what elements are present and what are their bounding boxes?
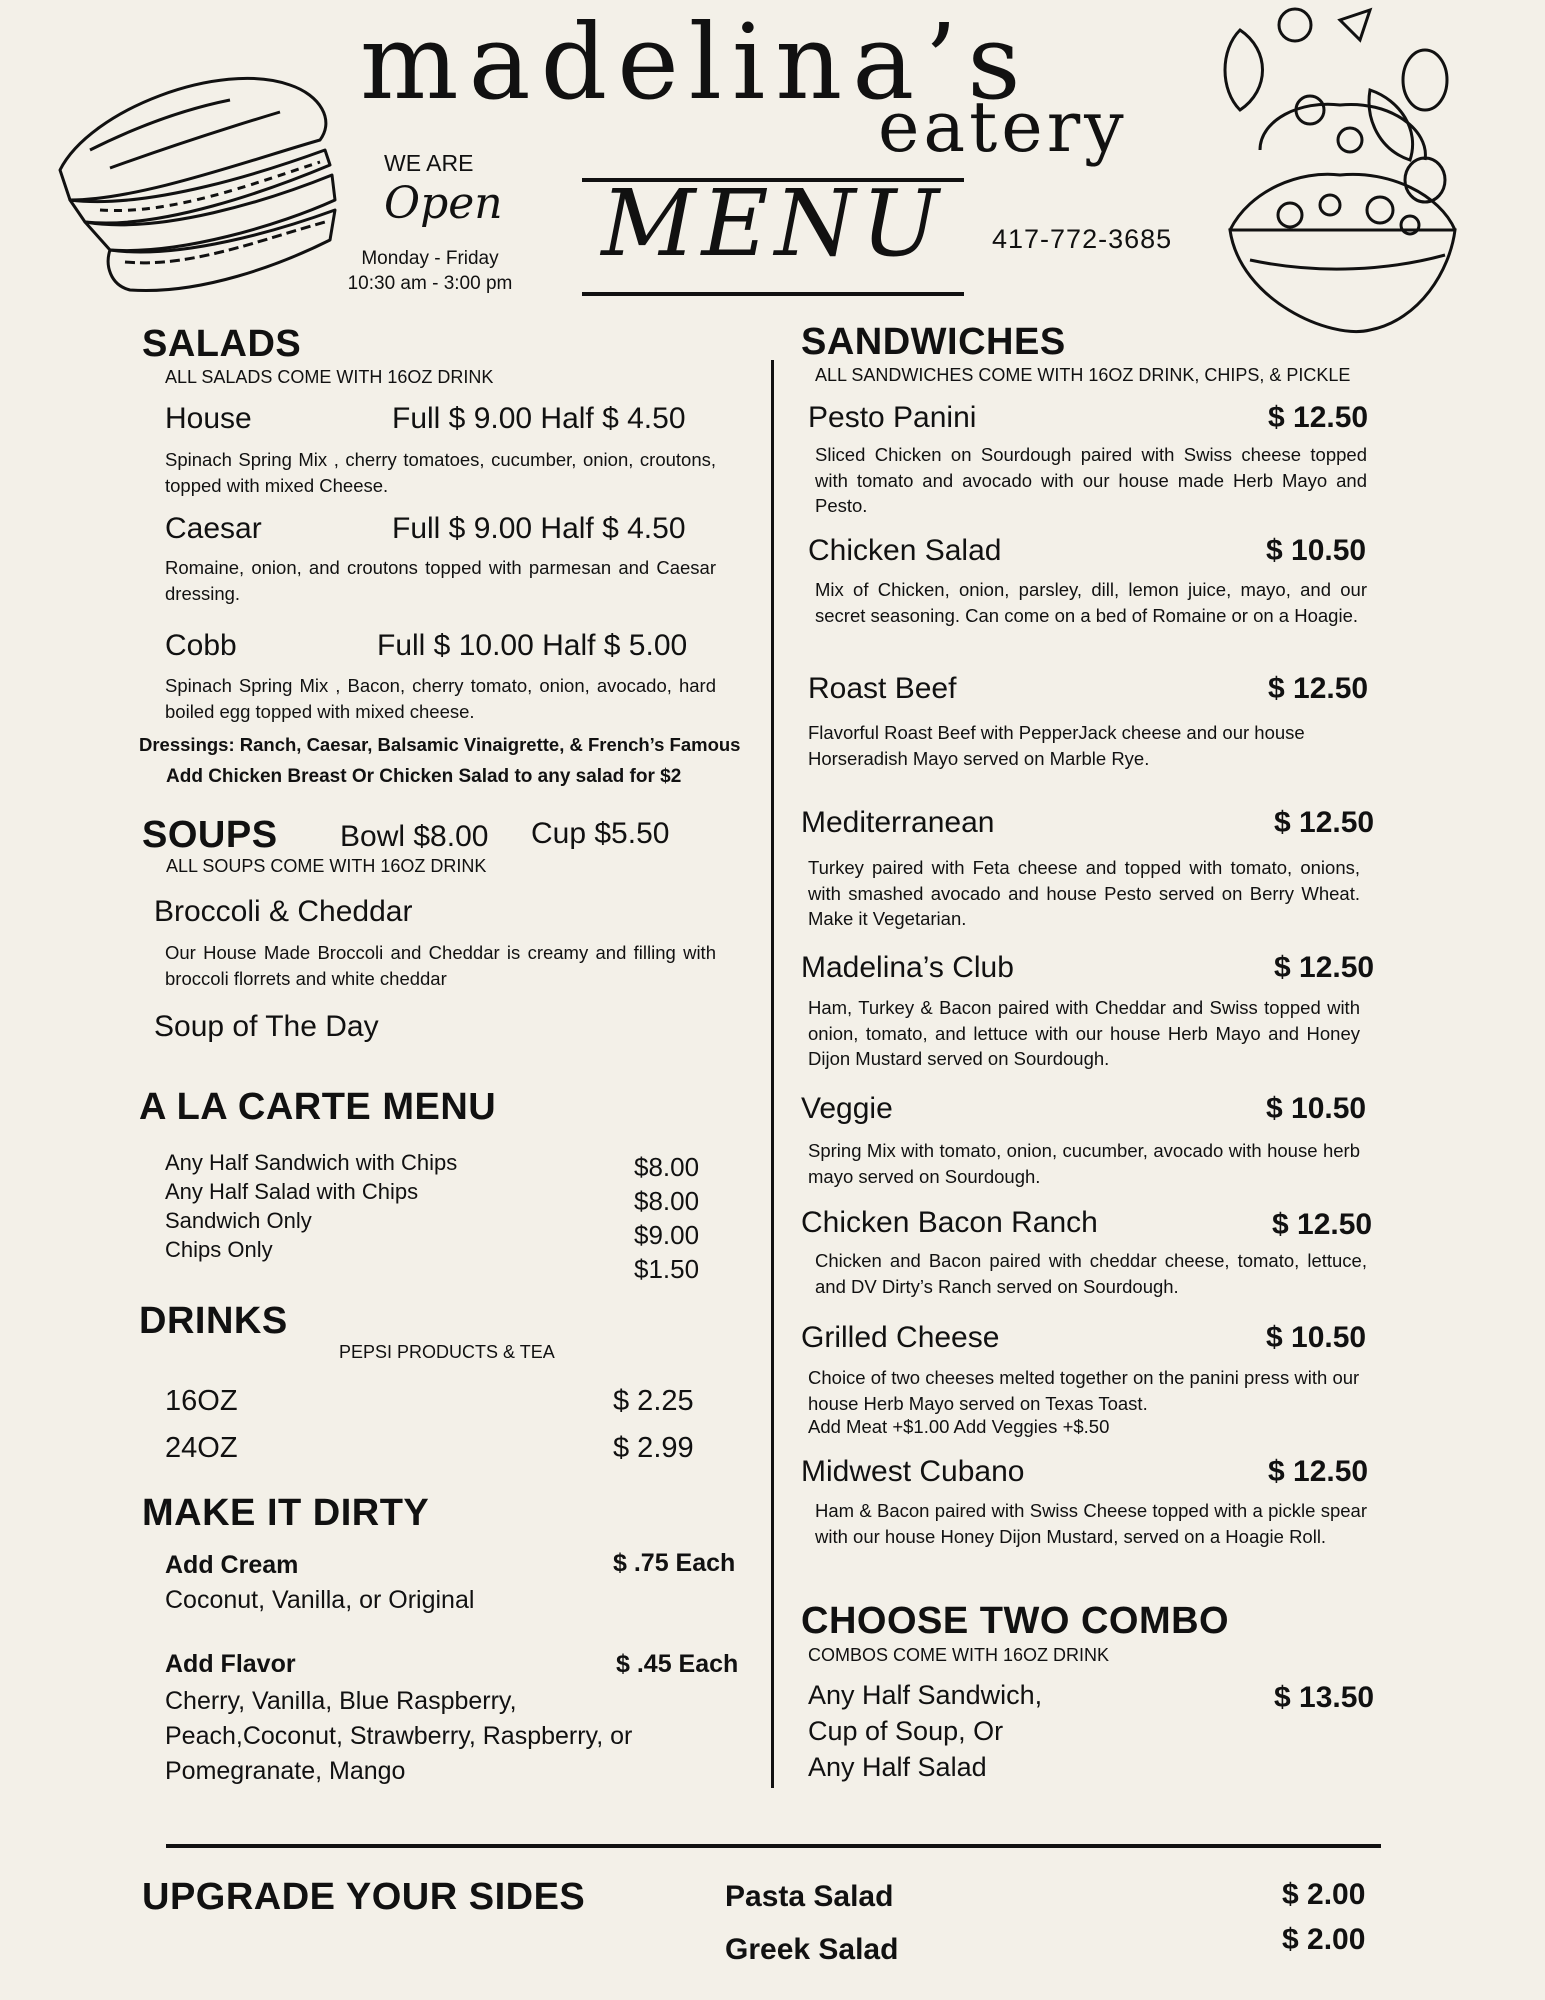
sandwich-name: Grilled Cheese [801, 1321, 1000, 1354]
menu-title: MENU [601, 170, 945, 277]
alacarte-list [165, 1148, 457, 1264]
drink-size: 16OZ [165, 1385, 238, 1417]
salad-name: Cobb [165, 629, 237, 662]
add-cream-price: $ .75 Each [613, 1549, 736, 1577]
salad-description: Romaine, onion, and croutons topped with parmesan and Caesar dressing. [165, 557, 716, 604]
menu-rule-bottom [582, 292, 964, 296]
combo-option: Cup of Soup, Or [808, 1716, 1004, 1746]
sandwich-description: Chicken and Bacon paired with cheddar cheese, tomato, lettuce, and DV Dirty’s Ranch served on Sourdough. [815, 1250, 1367, 1297]
flavor-options-line: Peach,Coconut, Strawberry, Raspberry, or [165, 1722, 633, 1750]
combo-options [808, 1677, 1042, 1785]
sandwich-price: $ 12.50 [1274, 951, 1375, 984]
column-divider [771, 360, 774, 1788]
add-flavor-price: $ .45 Each [616, 1650, 739, 1678]
side-name: Greek Salad [725, 1933, 899, 1966]
alacarte-heading: A LA CARTE MENU [139, 1086, 497, 1128]
open-label: Open [384, 178, 503, 229]
sandwich-name: Mediterranean [801, 806, 995, 839]
side-price: $ 2.00 [1282, 1878, 1366, 1911]
soups-heading: SOUPS [142, 814, 278, 856]
alacarte-price: $9.00 [634, 1220, 700, 1250]
soup-name: Broccoli & Cheddar [154, 895, 413, 928]
alacarte-prices [634, 1150, 699, 1286]
opening-hours [320, 246, 540, 296]
sandwich-description: Spring Mix with tomato, onion, cucumber, avocado with house herb mayo served on Sourdough. [808, 1140, 1360, 1187]
combo-note: COMBOS COME WITH 16OZ DRINK [808, 1645, 1110, 1665]
salad-price: Full $ 9.00 Half $ 4.50 [392, 402, 686, 435]
drink-size: 24OZ [165, 1432, 238, 1464]
add-flavor-label: Add Flavor [165, 1650, 296, 1678]
alacarte-item: Any Half Salad with Chips [165, 1179, 419, 1204]
sandwich-description: Ham, Turkey & Bacon paired with Cheddar and Swiss topped with onion, tomato, and lettuce with our house Herb Mayo and Honey Dijon Mustard served on Sourdough. [808, 997, 1360, 1069]
drink-price: $ 2.99 [613, 1432, 694, 1464]
sandwich-description: Turkey paired with Feta cheese and topped with tomato, onions, with smashed avocado and house Pesto served on Berry Wheat. Make it Vegetarian. [808, 857, 1360, 929]
sandwich-price: $ 10.50 [1266, 1092, 1367, 1125]
sandwiches-heading: SANDWICHES [801, 321, 1066, 363]
brand-name: madelina’s [360, 1, 1031, 123]
salad-bowl-illustration [1200, 0, 1480, 350]
we-are-label: WE ARE [384, 150, 474, 176]
side-name: Pasta Salad [725, 1880, 894, 1913]
sandwich-name: Roast Beef [808, 672, 957, 705]
flavor-options [165, 1684, 632, 1789]
add-cream-label: Add Cream [165, 1551, 299, 1579]
footer-divider [166, 1844, 1381, 1848]
salads-note: ALL SALADS COME WITH 16OZ DRINK [165, 367, 494, 387]
sandwich-description: Ham & Bacon paired with Swiss Cheese topped with a pickle spear with our house Honey Dijon Mustard, served on a Hoagie Roll. [815, 1500, 1367, 1547]
salad-description: Spinach Spring Mix , Bacon, cherry tomato, onion, avocado, hard boiled egg topped with mixed cheese. [165, 675, 716, 722]
sandwich-price: $ 12.50 [1274, 806, 1375, 839]
opening-times: 10:30 am - 3:00 pm [347, 273, 513, 294]
sandwich-name: Pesto Panini [808, 401, 977, 434]
drink-price: $ 2.25 [613, 1385, 694, 1417]
sandwich-name: Veggie [801, 1092, 893, 1125]
salad-price: Full $ 9.00 Half $ 4.50 [392, 512, 686, 545]
alacarte-item: Chips Only [165, 1237, 273, 1262]
sandwich-price: $ 10.50 [1266, 534, 1367, 567]
drinks-heading: DRINKS [139, 1300, 288, 1342]
sandwich-price: $ 12.50 [1268, 1455, 1369, 1488]
flavor-options-line: Pomegranate, Mango [165, 1757, 406, 1785]
sandwich-name: Chicken Bacon Ranch [801, 1206, 1098, 1239]
salads-heading: SALADS [142, 323, 302, 365]
sandwich-price: $ 12.50 [1268, 672, 1369, 705]
alacarte-item: Sandwich Only [165, 1208, 312, 1233]
alacarte-price: $8.00 [634, 1186, 700, 1216]
combo-option: Any Half Sandwich, [808, 1680, 1043, 1710]
salad-add-on: Add Chicken Breast Or Chicken Salad to any salad for $2 [166, 766, 682, 787]
flavor-options-line: Cherry, Vanilla, Blue Raspberry, [165, 1687, 517, 1715]
soup-name: Soup of The Day [154, 1010, 379, 1043]
sandwich-description: Choice of two cheeses melted together on the panini press with our house Herb Mayo served on Texas Toast. [808, 1367, 1360, 1414]
side-price: $ 2.00 [1282, 1923, 1366, 1956]
sandwiches-note: ALL SANDWICHES COME WITH 16OZ DRINK, CHIPS, & PICKLE [815, 365, 1351, 385]
soup-cup-price: Cup $5.50 [531, 817, 670, 850]
sandwich-name: Chicken Salad [808, 534, 1002, 567]
salad-price: Full $ 10.00 Half $ 5.00 [377, 629, 688, 662]
sandwich-description: Flavorful Roast Beef with PepperJack cheese and our house Horseradish Mayo served on Marble Rye. [808, 722, 1305, 769]
soup-description: Our House Made Broccoli and Cheddar is creamy and filling with broccoli florrets and white cheddar [165, 942, 716, 989]
soup-bowl-price: Bowl $8.00 [340, 820, 489, 853]
sandwich-name: Madelina’s Club [801, 951, 1014, 984]
combo-option: Any Half Salad [808, 1752, 987, 1782]
salad-description: Spinach Spring Mix , cherry tomatoes, cucumber, onion, croutons, topped with mixed Cheese. [165, 449, 716, 496]
sandwich-price: $ 12.50 [1268, 401, 1369, 434]
alacarte-price: $8.00 [634, 1152, 700, 1182]
sandwich-description: Sliced Chicken on Sourdough paired with Swiss cheese topped with tomato and avocado with our house made Herb Mayo and Pesto. [815, 444, 1367, 516]
grilled-cheese-extras: Add Meat +$1.00 Add Veggies +$.50 [808, 1416, 1110, 1437]
make-it-dirty-heading: MAKE IT DIRTY [142, 1492, 430, 1534]
combo-heading: CHOOSE TWO COMBO [801, 1600, 1230, 1642]
salad-name: House [165, 402, 252, 435]
salad-name: Caesar [165, 512, 262, 545]
sandwich-description: Mix of Chicken, onion, parsley, dill, lemon juice, mayo, and our secret seasoning. Can come on a bed of Romaine or on a Hoagie. [815, 579, 1367, 626]
alacarte-item: Any Half Sandwich with Chips [165, 1150, 458, 1175]
drinks-note: PEPSI PRODUCTS & TEA [339, 1342, 555, 1362]
brand-subtitle: eatery [878, 86, 1128, 168]
phone-number[interactable]: 417-772-3685 [992, 224, 1173, 254]
cream-options: Coconut, Vanilla, or Original [165, 1586, 475, 1614]
sandwich-price: $ 10.50 [1266, 1321, 1367, 1354]
salad-dressings: Dressings: Ranch, Caesar, Balsamic Vinaigrette, & French’s Famous [139, 734, 741, 755]
opening-days: Monday - Friday [361, 248, 499, 269]
sandwich-name: Midwest Cubano [801, 1455, 1025, 1488]
alacarte-price: $1.50 [634, 1254, 700, 1284]
sandwich-illustration [50, 50, 350, 315]
upgrade-sides-heading: UPGRADE YOUR SIDES [142, 1876, 586, 1918]
soups-note: ALL SOUPS COME WITH 16OZ DRINK [166, 856, 487, 876]
sandwich-price: $ 12.50 [1272, 1208, 1373, 1241]
combo-price: $ 13.50 [1274, 1681, 1375, 1714]
